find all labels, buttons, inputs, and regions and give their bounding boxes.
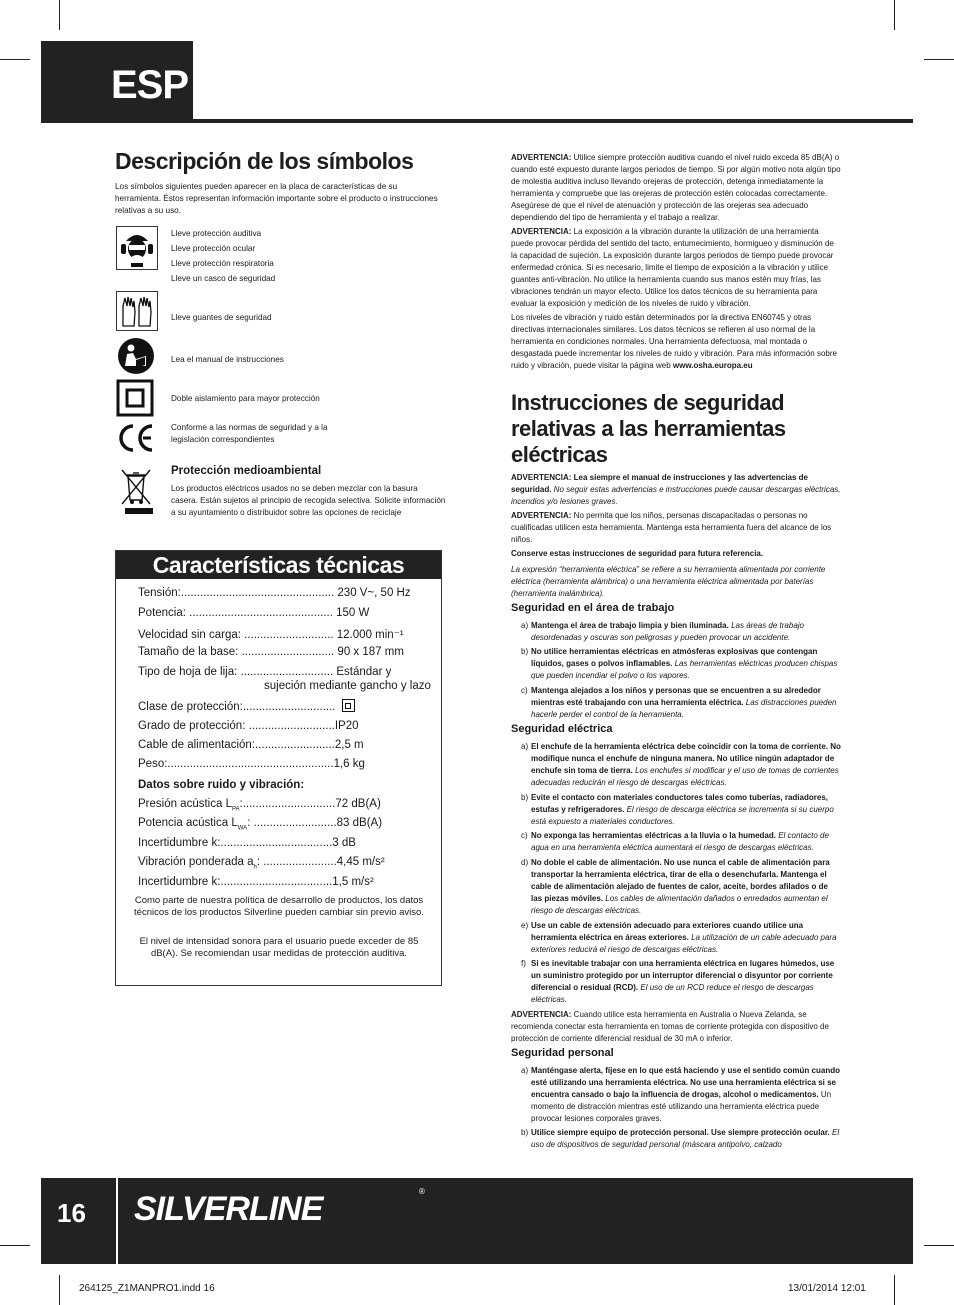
language-code: ESP [111, 63, 189, 107]
gloves-icon [116, 291, 158, 331]
crop-mark [59, 1275, 60, 1305]
spec-row: Tamaño de la base: ............................. 90 x 187 mm [138, 646, 404, 658]
registered-mark: ® [419, 1187, 425, 1196]
levels-paragraph: Los niveles de vibración y ruido están determinados por la directiva EN60745 y otras directivas internacionales similares. Los datos técnicos se refieren al uso normal de la herramienta en condiciones normales. Una herramienta defectuosa, mal montada o desgastada puede incrementar los niveles de ruido y vibración. Para más información sobre ruido y vibración, puede visitar la página web www.osha.europa.eu [511, 313, 837, 370]
spec-row: Tensión:................................................ 230 V~, 50 Hz [138, 587, 411, 599]
specs-note: Como parte de nuestra política de desarrollo de productos, los datos técnicos de los productos Silverline pueden cambiar sin previo aviso. [134, 895, 424, 918]
symbol-label: Conforme a las normas de seguridad y a la legislación correspondientes [171, 423, 328, 444]
symbols-intro: Los símbolos siguientes pueden aparecer en la placa de características de su herramienta. Éstos representan información importante sobre el producto o instrucciones relativas a su uso. [115, 182, 438, 215]
symbol-label: Doble aislamiento para mayor protección [171, 394, 320, 403]
spec-row: Tipo de hoja de lija: ............................. Estándar y [138, 666, 392, 678]
electrical-title: Seguridad eléctrica [511, 723, 613, 735]
symbol-label: Lea el manual de instrucciones [171, 355, 284, 364]
list-item: b) Utilice siempre equipo de protección personal. Use siempre protección ocular. El uso de dispositivos de seguridad personal (máscara antipolvo, calzado [521, 1128, 840, 1149]
crop-mark [924, 1245, 954, 1246]
spec-row: Grado de protección: ...........................IP20 [138, 720, 359, 732]
weee-bin-icon [116, 466, 156, 516]
noise-row: Presión acústica $L_{PA}:.............................72$ dB(A) [138, 798, 381, 813]
file-info: 264125_Z1MANPRO1.indd 16 [79, 1283, 215, 1294]
list-item: a) Manténgase alerta, fíjese en lo que está haciendo y use el sentido común cuando esté utilizando una herramienta eléctrica. No use una herramienta eléctrica si se encuentra cansado o bajo la influencia de drogas, alcohol o medicamentos. Un momento de distracción mientras esté utilizando una herramienta eléctrica puede provocar lesiones corporales graves. [521, 1066, 840, 1123]
noise-row: Vibración ponderada $a_h$: .......................4,45 m/s² [138, 856, 385, 871]
crop-mark [0, 1245, 30, 1246]
noise-title: Datos sobre ruido y vibración: [138, 779, 305, 791]
list-item: f) Si es inevitable trabajar con una herramienta eléctrica en lugares húmedos, use un suministro protegido por un interruptor diferencial o disyuntor por corriente diferencial o residual (RCD). El uso de un RCD reduce el riesgo de descargas eléctricas. [521, 959, 835, 1004]
noise-row: Potencia acústica $L_{WA}$: ..........................83 dB(A) [138, 817, 383, 832]
safety-title: Instrucciones de seguridad relativas a las herramientas eléctricas [511, 390, 786, 467]
page-number-box [41, 1178, 118, 1264]
definition-paragraph: La expresión “herramienta eléctrica” se refiere a su herramienta alimentada por corriente eléctrica (herramienta alámbrica) o una herramienta eléctrica alimentada por baterías (herramienta inalámbrica). [511, 565, 826, 598]
symbol-label: Lleve protección respiratoria [171, 259, 274, 268]
double-insulation-icon [116, 379, 154, 417]
spec-row: Clase de protección:............................. [138, 699, 355, 713]
crop-mark [924, 59, 954, 60]
noise-warning: ADVERTENCIA: Utilice siempre protección auditiva cuando el nivel ruido exceda 85 dB(A) o cuando esté expuesto durante largos periodos de tiempo. Si por algún motivo nota algún tipo de molestia auditiva incluso llevando orejeras de protección, detenga inmediatamente la herramienta y compruebe que las orejeras de protección estén colocadas correctamente. Asegúrese de que el nivel de atenuación y protección de las orejeras sea adecuado dependiendo del tipo de herramienta y el trabajo a realizar. [511, 153, 841, 222]
header-rule [193, 119, 913, 123]
list-item: e) Use un cable de extensión adecuado para exteriores cuando utilice una herramienta eléctrica en áreas exteriores. La utilización de un cable adecuado para exteriores reducirá el riesgo de descargas eléctricas. [521, 921, 837, 954]
crop-mark [0, 59, 30, 60]
list-item: d) No doble el cable de alimentación. No use nunca el cable de alimentación para transportar la herramienta eléctrica, tirar de ella o desenchufarla. Mantenga el cable de alimentación alejado de fuentes de calor, aceite, bordes afilados o de las piezas móviles. Los cables de alimentación dañados o enredados aumentan el riesgo de descargas eléctricas. [521, 858, 830, 915]
silverline-logo: SILVERLINE [134, 1190, 323, 1228]
specs-title: Características técnicas [116, 551, 441, 579]
manual-icon [116, 336, 156, 376]
read-manual-warning: ADVERTENCIA: Lea siempre el manual de instrucciones y las advertencias de seguridad. No seguir estas advertencias e instrucciones puede causar descargas eléctricas, incendios y/o lesiones graves. [511, 473, 841, 506]
children-warning: ADVERTENCIA: No permita que los niños, personas discapacitadas o personas no cualificadas utilicen esta herramienta. Mantenga esta herramienta fuera del alcance de los niños. [511, 511, 832, 544]
noise-row: Incertidumbre k:...................................1,5 m/s² [138, 876, 374, 888]
class-ii-icon [342, 699, 355, 712]
ppe-head-icon [116, 226, 158, 270]
list-item: a) El enchufe de la herramienta eléctrica debe coincidir con la toma de corriente. No modifique nunca el enchufe de ninguna manera. No utilice ningún adaptador de enchufe sin toma de tierra. Los enchufes si modificar y el uso de tomas de corrientes adecuadas reducirán el riesgo de descargas eléctricas. [521, 742, 841, 787]
work-area-title: Seguridad en el área de trabajo [511, 602, 675, 614]
environment-title: Protección medioambiental [171, 465, 322, 477]
specs-box [115, 550, 442, 986]
specs-note: El nivel de intensidad sonora para el usuario puede exceder de 85 dB(A). Se recomiendan usar medidas de protección auditiva. [139, 936, 419, 959]
language-tab [41, 41, 193, 123]
spec-row: sujeción mediante gancho y lazo [264, 680, 431, 692]
crop-mark [894, 1275, 895, 1305]
list-item: a) Mantenga el área de trabajo limpia y bien iluminada. Las áreas de trabajo desordenadas y oscuras son peligrosas y pueden provocar un accidente. [521, 621, 805, 642]
crop-mark [894, 0, 895, 30]
symbol-label: Lleve protección auditiva [171, 229, 262, 238]
spec-row: Cable de alimentación:.........................2,5 m [138, 739, 364, 751]
vibration-warning: ADVERTENCIA: La exposición a la vibración durante la utilización de una herramienta puede provocar pérdida del sentido del tacto, entumecimiento, hormigueo y disminución de la capacidad de sujeción. La exposición durante largos periodos de tiempo puede provocar enfermedad crónica. Si es necesario, limite el tiempo de exposición a la vibración y utilice guantes anti-vibración. No utilice la herramienta cuando sus manos estén muy frías, las vibraciones tendrán un mayor efecto. Utilice los datos técnicos de su herramienta para evaluar la exposición y medición de los niveles de ruido y vibración. [511, 227, 834, 308]
symbols-title: Descripción de los símbolos [115, 148, 414, 174]
environment-text: Los productos eléctricos usados no se deben mezclar con la basura casera. Están sujetos al principio de recogida selectiva. Solicite información a su ayuntamiento o distribuidor sobre las opciones de reciclaje [171, 484, 446, 517]
list-item: c) Mantenga alejados a los niños y personas que se encuentren a su alrededor mientras esté trabajando con una herramienta eléctrica. Las distracciones pueden hacerle perder el control de la herramienta. [521, 686, 837, 719]
spec-row: Peso:....................................................1,6 kg [138, 758, 365, 770]
rcd-warning: ADVERTENCIA: Cuando utilice esta herramienta en Australia o Nueva Zelanda, se recomienda conectar esta herramienta en tomas de corriente protegida con dispositivo de protección de corriente diferencial residual de 30 mA o inferior. [511, 1010, 829, 1043]
list-item: c) No exponga las herramientas eléctricas a la lluvia o la humedad. El contacto de agua en una herramienta eléctrica aumentará el riesgo de descargas eléctricas. [521, 831, 829, 852]
crop-mark [59, 0, 60, 30]
spec-row: Potencia: ............................................. 150 W [138, 607, 370, 619]
page-number: 16 [57, 1198, 86, 1228]
symbol-label: Lleve protección ocular [171, 244, 256, 253]
list-item: b) Evite el contacto con materiales conductores tales como tuberías, radiadores, estufas y refrigeradores. El riesgo de descarga eléctrica se incrementa si su cuerpo está expuesto a materiales conductores. [521, 793, 834, 826]
ce-mark-icon [116, 422, 156, 454]
noise-row: Incertidumbre k:...................................3 dB [138, 837, 356, 849]
personal-safety-title: Seguridad personal [511, 1047, 614, 1059]
list-item: b) No utilice herramientas eléctricas en atmósferas explosivas que contengan líquidos, gases o polvos inflamables. Las herramientas eléctricas producen chispas que pueden incendiar el polvo o los vapores. [521, 647, 838, 680]
spec-row: Velocidad sin carga: ............................ 12.000 min⁻¹ [138, 629, 404, 641]
symbol-label: Lleve un casco de seguridad [171, 274, 276, 283]
date-info: 13/01/2014 12:01 [788, 1283, 866, 1294]
keep-instructions: Conserve estas instrucciones de seguridad para futura referencia. [511, 549, 764, 558]
symbol-label: Lleve guantes de seguridad [171, 313, 272, 322]
